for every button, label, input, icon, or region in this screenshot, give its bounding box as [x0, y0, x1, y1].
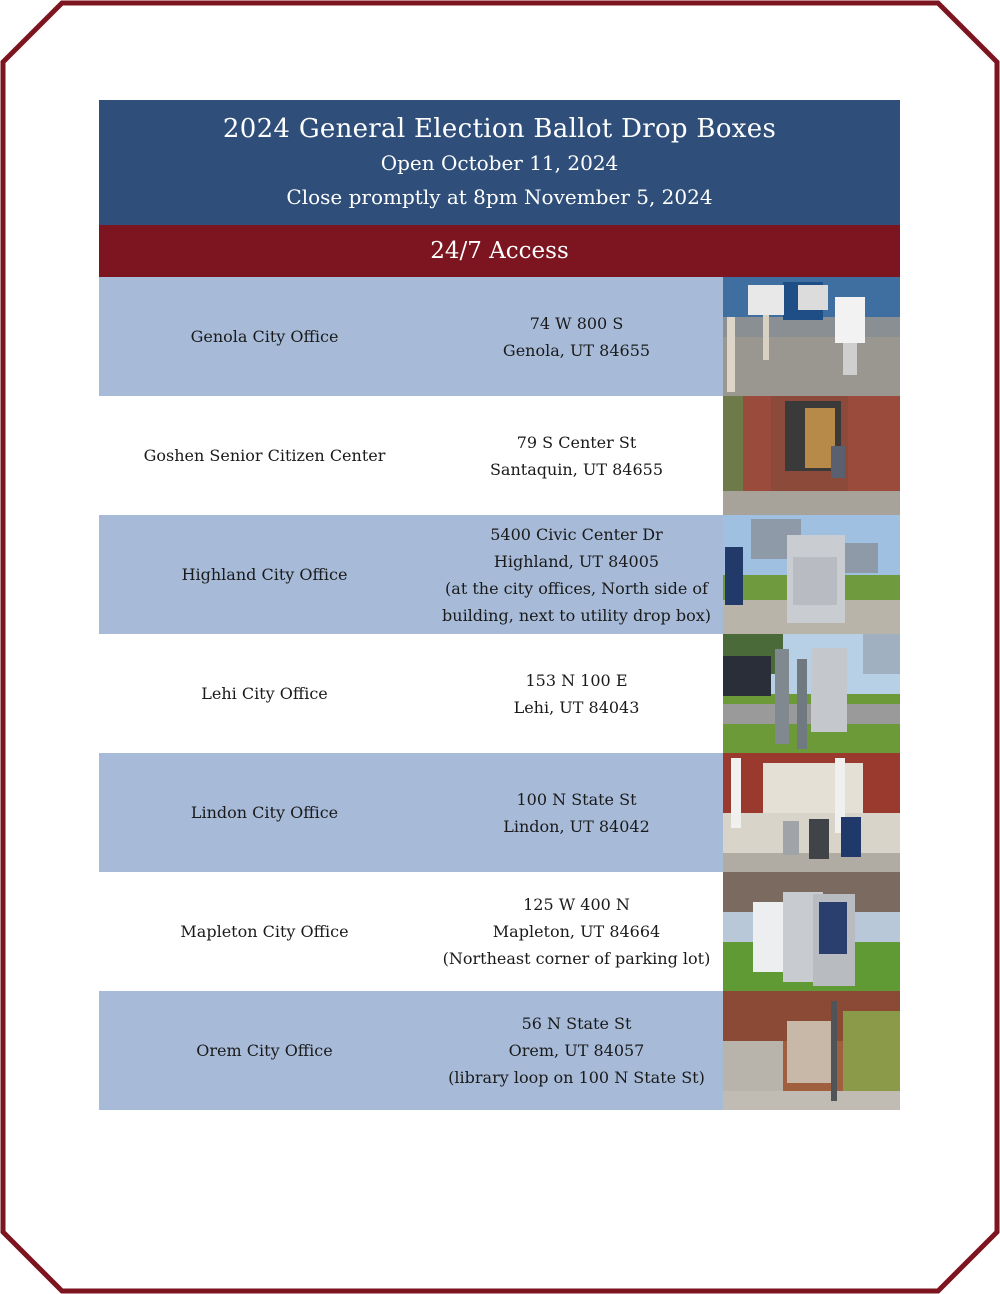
location-address: [430, 991, 723, 1110]
drop-box-photo: [723, 277, 900, 396]
address-line: 74 W 800 S: [529, 313, 624, 333]
drop-box-photo: [723, 991, 900, 1110]
building-drop-box-photo: [723, 753, 900, 872]
address-line: Orem, UT 84057: [508, 1041, 645, 1060]
drop-box-photo: [723, 515, 900, 634]
location-row: [99, 872, 900, 991]
drop-box-photo: [723, 872, 900, 991]
location-name: Lindon City Office: [99, 753, 430, 872]
address-line: 125 W 400 N: [523, 895, 630, 914]
address-line: building, next to utility drop box): [442, 605, 711, 625]
location-address: [430, 753, 723, 872]
location-name: Orem City Office: [99, 991, 430, 1110]
address-line: 79 S Center St: [516, 432, 637, 452]
location-name: Goshen Senior Citizen Center: [99, 396, 430, 515]
address-line: 5400 Civic Center Dr: [490, 524, 663, 544]
address-line: (library loop on 100 N State St): [448, 1068, 705, 1087]
header-banner: [99, 100, 900, 225]
location-address: [430, 872, 723, 991]
address-line: Genola, UT 84655: [502, 340, 651, 360]
location-address: [430, 396, 723, 515]
page-title: 2024 General Election Ballot Drop Boxes: [222, 114, 777, 144]
location-address: [430, 634, 723, 753]
drop-box-photo: [723, 634, 900, 753]
location-row: [99, 991, 900, 1110]
location-name: Mapleton City Office: [99, 872, 430, 991]
location-row: [99, 277, 900, 396]
location-address: [430, 277, 723, 396]
address-line: 153 N 100 E: [525, 670, 628, 690]
access-banner: 24/7 Access: [99, 225, 900, 277]
location-row: [99, 515, 900, 634]
drop-box-sheet: [99, 100, 900, 1110]
address-line: 100 N State St: [516, 789, 637, 809]
address-line: Mapleton, UT 84664: [492, 922, 661, 941]
location-row: [99, 396, 900, 515]
address-line: Highland, UT 84005: [493, 551, 660, 571]
address-line: Santaquin, UT 84655: [489, 459, 664, 479]
address-line: 56 N State St: [521, 1014, 632, 1033]
address-line: Lehi, UT 84043: [513, 697, 640, 717]
location-row: [99, 634, 900, 753]
building-entrance-photo: [723, 396, 900, 515]
address-line: Lindon, UT 84042: [503, 816, 650, 836]
address-line: (at the city offices, North side of: [445, 578, 708, 598]
close-date: Close promptly at 8pm November 5, 2024: [286, 185, 713, 209]
location-name: Highland City Office: [99, 515, 430, 634]
location-name: Genola City Office: [99, 277, 430, 396]
location-row: [99, 753, 900, 872]
location-address: [430, 515, 723, 634]
open-date: Open October 11, 2024: [380, 151, 619, 175]
address-line: (Northeast corner of parking lot): [442, 949, 711, 968]
location-name: Lehi City Office: [99, 634, 430, 753]
